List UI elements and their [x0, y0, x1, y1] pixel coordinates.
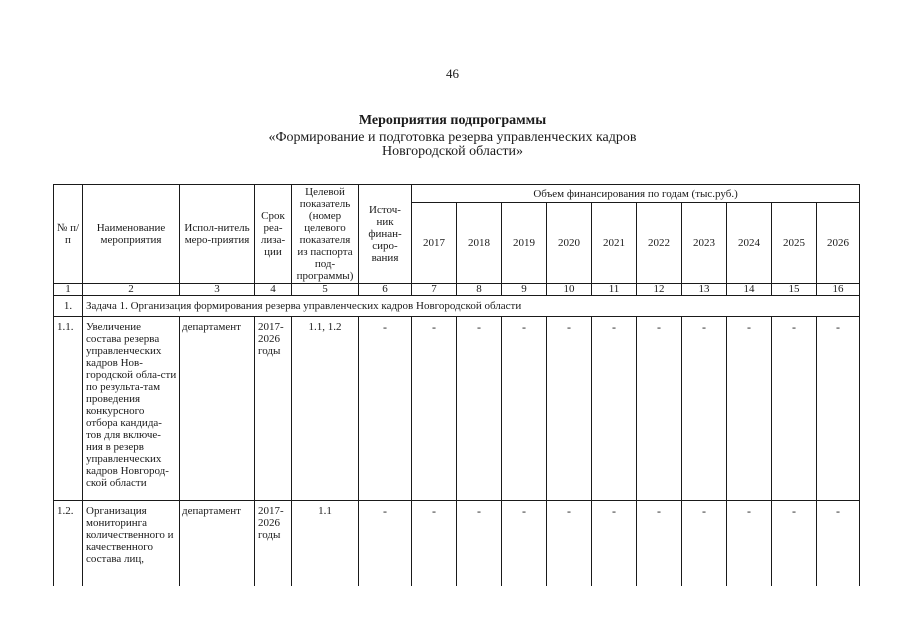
column-number: 13	[682, 284, 727, 296]
task-number: 1.	[54, 296, 83, 317]
row-value: -	[592, 317, 637, 501]
row-period: 2017-2026 годы	[255, 317, 292, 501]
row-value: -	[637, 501, 682, 587]
row-value: -	[637, 317, 682, 501]
subtitle-line-2: Новгородской области»	[382, 144, 523, 159]
subtitle-line-1: «Формирование и подготовка резерва управленческих кадров	[268, 130, 637, 145]
row-value: -	[817, 501, 860, 587]
row-value: -	[547, 501, 592, 587]
row-value: -	[412, 317, 457, 501]
header-year: 2020	[547, 203, 592, 284]
row-indicator: 1.1, 1.2	[292, 317, 359, 501]
column-number: 10	[547, 284, 592, 296]
header-source: Источ-ник финан-сиро-вания	[359, 185, 412, 284]
column-number: 3	[180, 284, 255, 296]
column-number: 1	[54, 284, 83, 296]
header-indicator: Целевой показатель (номер целевого показателя из паспорта под-программы)	[292, 185, 359, 284]
row-number: 1.2.	[54, 501, 83, 587]
header-executor: Испол-нитель меро-приятия	[180, 185, 255, 284]
row-value: -	[682, 317, 727, 501]
column-number: 2	[83, 284, 180, 296]
row-source: -	[359, 317, 412, 501]
row-value: -	[547, 317, 592, 501]
column-number: 14	[727, 284, 772, 296]
row-value: -	[772, 501, 817, 587]
column-number: 9	[502, 284, 547, 296]
row-value: -	[412, 501, 457, 587]
column-numbers-row	[54, 284, 860, 296]
row-value: -	[772, 317, 817, 501]
row-value: -	[502, 501, 547, 587]
header-year: 2023	[682, 203, 727, 284]
column-number: 8	[457, 284, 502, 296]
row-activity-name: Организация мониторинга количественного и качественного состава лиц,	[83, 501, 180, 587]
table-row	[54, 501, 860, 587]
row-source: -	[359, 501, 412, 587]
header-year: 2021	[592, 203, 637, 284]
row-executor: департамент	[180, 317, 255, 501]
header-period: Срок реа-лиза-ции	[255, 185, 292, 284]
column-number: 7	[412, 284, 457, 296]
header-num: № п/п	[54, 185, 83, 284]
header-name: Наименование мероприятия	[83, 185, 180, 284]
row-value: -	[727, 317, 772, 501]
header-year: 2017	[412, 203, 457, 284]
task-row	[54, 296, 860, 317]
column-number: 5	[292, 284, 359, 296]
page-title: Мероприятия подпрограммы	[358, 113, 547, 128]
column-number: 11	[592, 284, 637, 296]
row-value: -	[502, 317, 547, 501]
task-text: Задача 1. Организация формирования резерва управленческих кадров Новгородской области	[83, 296, 860, 317]
column-number: 15	[772, 284, 817, 296]
row-activity-name: Увеличение состава резерва управленческих кадров Нов-городской обла-сти по результа-там проведения конкурсного отбора кандида-тов для включе-ния в резерв управленческих кадров Новгород-ской области	[83, 317, 180, 501]
page-subtitle	[0, 131, 905, 159]
row-value: -	[817, 317, 860, 501]
row-value: -	[682, 501, 727, 587]
header-year: 2025	[772, 203, 817, 284]
header-year: 2024	[727, 203, 772, 284]
row-number: 1.1.	[54, 317, 83, 501]
page-number: 46	[446, 66, 459, 81]
column-number: 6	[359, 284, 412, 296]
program-activities-table	[53, 184, 860, 586]
row-value: -	[592, 501, 637, 587]
row-period: 2017-2026 годы	[255, 501, 292, 587]
row-executor: департамент	[180, 501, 255, 587]
header-year: 2026	[817, 203, 860, 284]
header-year: 2018	[457, 203, 502, 284]
header-year: 2019	[502, 203, 547, 284]
column-number: 12	[637, 284, 682, 296]
header-year: 2022	[637, 203, 682, 284]
row-indicator: 1.1	[292, 501, 359, 587]
table-row	[54, 317, 860, 501]
column-number: 16	[817, 284, 860, 296]
header-funding: Объем финансирования по годам (тыс.руб.)	[412, 185, 860, 203]
row-value: -	[457, 501, 502, 587]
row-value: -	[457, 317, 502, 501]
row-value: -	[727, 501, 772, 587]
column-number: 4	[255, 284, 292, 296]
